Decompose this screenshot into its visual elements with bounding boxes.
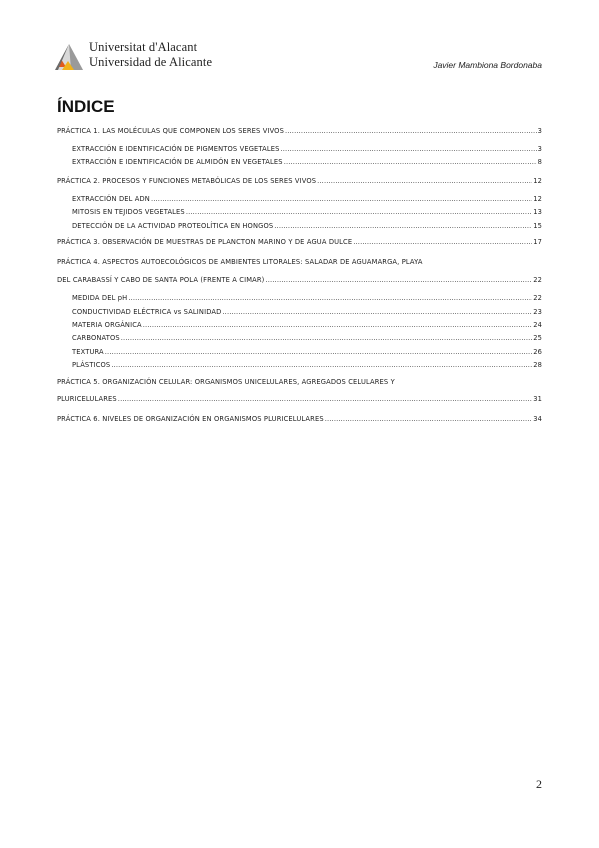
- toc-entry-label: MATERIA ORGÁNICA: [72, 321, 142, 329]
- toc-entry-materia-organica[interactable]: [72, 321, 542, 331]
- toc-entry-conductividad[interactable]: [72, 308, 542, 318]
- toc-entry-textura[interactable]: [72, 348, 542, 358]
- toc-entry-page: 24: [533, 321, 542, 329]
- toc-entry-practica-4-line1[interactable]: PRÁCTICA 4. ASPECTOS AUTOECOLÓGICOS DE AMBIENTES LITORALES: SALADAR DE AGUAMARGA, PLAYA: [57, 258, 423, 266]
- toc-entry-label: CONDUCTIVIDAD ELÉCTRICA vs SALINIDAD: [72, 308, 222, 316]
- toc-entry-page: 23: [533, 308, 542, 316]
- toc-entry-page: 3: [537, 145, 542, 153]
- toc-entry-label: EXTRACCIÓN DEL ADN: [72, 195, 150, 203]
- toc-entry-label: PLURICELULARES: [57, 395, 117, 403]
- toc-entry-page: 15: [533, 222, 542, 230]
- university-name-valencian: Universitat d'Alacant: [89, 40, 198, 54]
- toc-entry-adn[interactable]: [72, 195, 542, 205]
- toc-entry-label: PRÁCTICA 3. OBSERVACIÓN DE MUESTRAS DE PLANCTON MARINO Y DE AGUA DULCE: [57, 238, 353, 246]
- toc-entry-label: TEXTURA: [72, 348, 104, 356]
- toc-entry-pigmentos[interactable]: [72, 145, 542, 155]
- toc-leader-dots: [151, 195, 532, 203]
- toc-entry-practica-5[interactable]: [57, 395, 542, 405]
- toc-entry-label: MEDIDA DEL pH: [72, 294, 128, 302]
- toc-leader-dots: [121, 334, 532, 342]
- page-number: 2: [536, 777, 542, 791]
- toc-entry-ph[interactable]: [72, 294, 542, 304]
- toc-entry-label: PLÁSTICOS: [72, 361, 111, 369]
- toc-entry-page: 12: [533, 177, 542, 185]
- toc-entry-practica-6[interactable]: [57, 415, 542, 425]
- toc-entry-practica-5-line1[interactable]: PRÁCTICA 5. ORGANIZACIÓN CELULAR: ORGANISMOS UNICELULARES, AGREGADOS CELULARES Y: [57, 378, 395, 386]
- toc-leader-dots: [353, 238, 532, 246]
- toc-leader-dots: [281, 145, 537, 153]
- toc-entry-mitosis[interactable]: [72, 208, 542, 218]
- university-name: [89, 40, 212, 69]
- toc-entry-page: 8: [537, 158, 542, 166]
- toc-entry-page: 12: [533, 195, 542, 203]
- toc-leader-dots: [265, 276, 532, 284]
- toc-entry-page: 31: [533, 395, 542, 403]
- toc-leader-dots: [118, 395, 532, 403]
- toc-entry-practica-1[interactable]: [57, 127, 542, 137]
- toc-entry-plasticos[interactable]: [72, 361, 542, 371]
- toc-leader-dots: [325, 415, 532, 423]
- toc-entry-label: PRÁCTICA 1. LAS MOLÉCULAS QUE COMPONEN LOS SERES VIVOS: [57, 127, 284, 135]
- toc-leader-dots: [186, 208, 532, 216]
- toc-entry-carbonatos[interactable]: [72, 334, 542, 344]
- toc-leader-dots: [111, 361, 532, 369]
- toc-entry-page: 17: [533, 238, 542, 246]
- toc-entry-page: 13: [533, 208, 542, 216]
- toc-entry-practica-4[interactable]: [57, 276, 542, 286]
- toc-entry-practica-3[interactable]: [57, 238, 542, 248]
- university-name-spanish: Universidad de Alicante: [89, 54, 213, 69]
- toc-entry-label: DETECCIÓN DE LA ACTIVIDAD PROTEOLÍTICA EN HONGOS: [72, 222, 274, 230]
- toc-entry-page: 26: [533, 348, 542, 356]
- toc-entry-page: 28: [533, 361, 542, 369]
- university-logo: [54, 41, 84, 71]
- toc-entry-label: PRÁCTICA 6. NIVELES DE ORGANIZACIÓN EN ORGANISMOS PLURICELULARES: [57, 415, 324, 423]
- toc-leader-dots: [128, 294, 532, 302]
- author-name: Javier Mambiona Bordonaba: [433, 60, 542, 70]
- toc-entry-proteolitica[interactable]: [72, 222, 542, 232]
- toc-entry-page: 34: [533, 415, 542, 423]
- toc-entry-label: EXTRACCIÓN E IDENTIFICACIÓN DE ALMIDÓN EN VEGETALES: [72, 158, 283, 166]
- toc-entry-page: 22: [533, 276, 542, 284]
- toc-leader-dots: [222, 308, 532, 316]
- toc-leader-dots: [284, 158, 537, 166]
- toc-leader-dots: [143, 321, 532, 329]
- toc-entry-page: 25: [533, 334, 542, 342]
- toc-entry-practica-2[interactable]: [57, 177, 542, 187]
- toc-entry-almidon[interactable]: [72, 158, 542, 168]
- toc-entry-label: EXTRACCIÓN E IDENTIFICACIÓN DE PIGMENTOS VEGETALES: [72, 145, 280, 153]
- toc-entry-label: MITOSIS EN TEJIDOS VEGETALES: [72, 208, 185, 216]
- toc-entry-label: DEL CARABASSÍ Y CABO DE SANTA POLA (FRENTE A CIMAR): [57, 276, 265, 284]
- toc-leader-dots: [274, 222, 532, 230]
- toc-leader-dots: [317, 177, 532, 185]
- toc-entry-page: 22: [533, 294, 542, 302]
- toc-entry-page: 3: [537, 127, 542, 135]
- page-title: ÍNDICE: [57, 97, 115, 116]
- toc-entry-label: CARBONATOS: [72, 334, 120, 342]
- toc-leader-dots: [105, 348, 532, 356]
- toc-entry-label: PRÁCTICA 2. PROCESOS Y FUNCIONES METABÓLICAS DE LOS SERES VIVOS: [57, 177, 317, 185]
- toc-leader-dots: [285, 127, 537, 135]
